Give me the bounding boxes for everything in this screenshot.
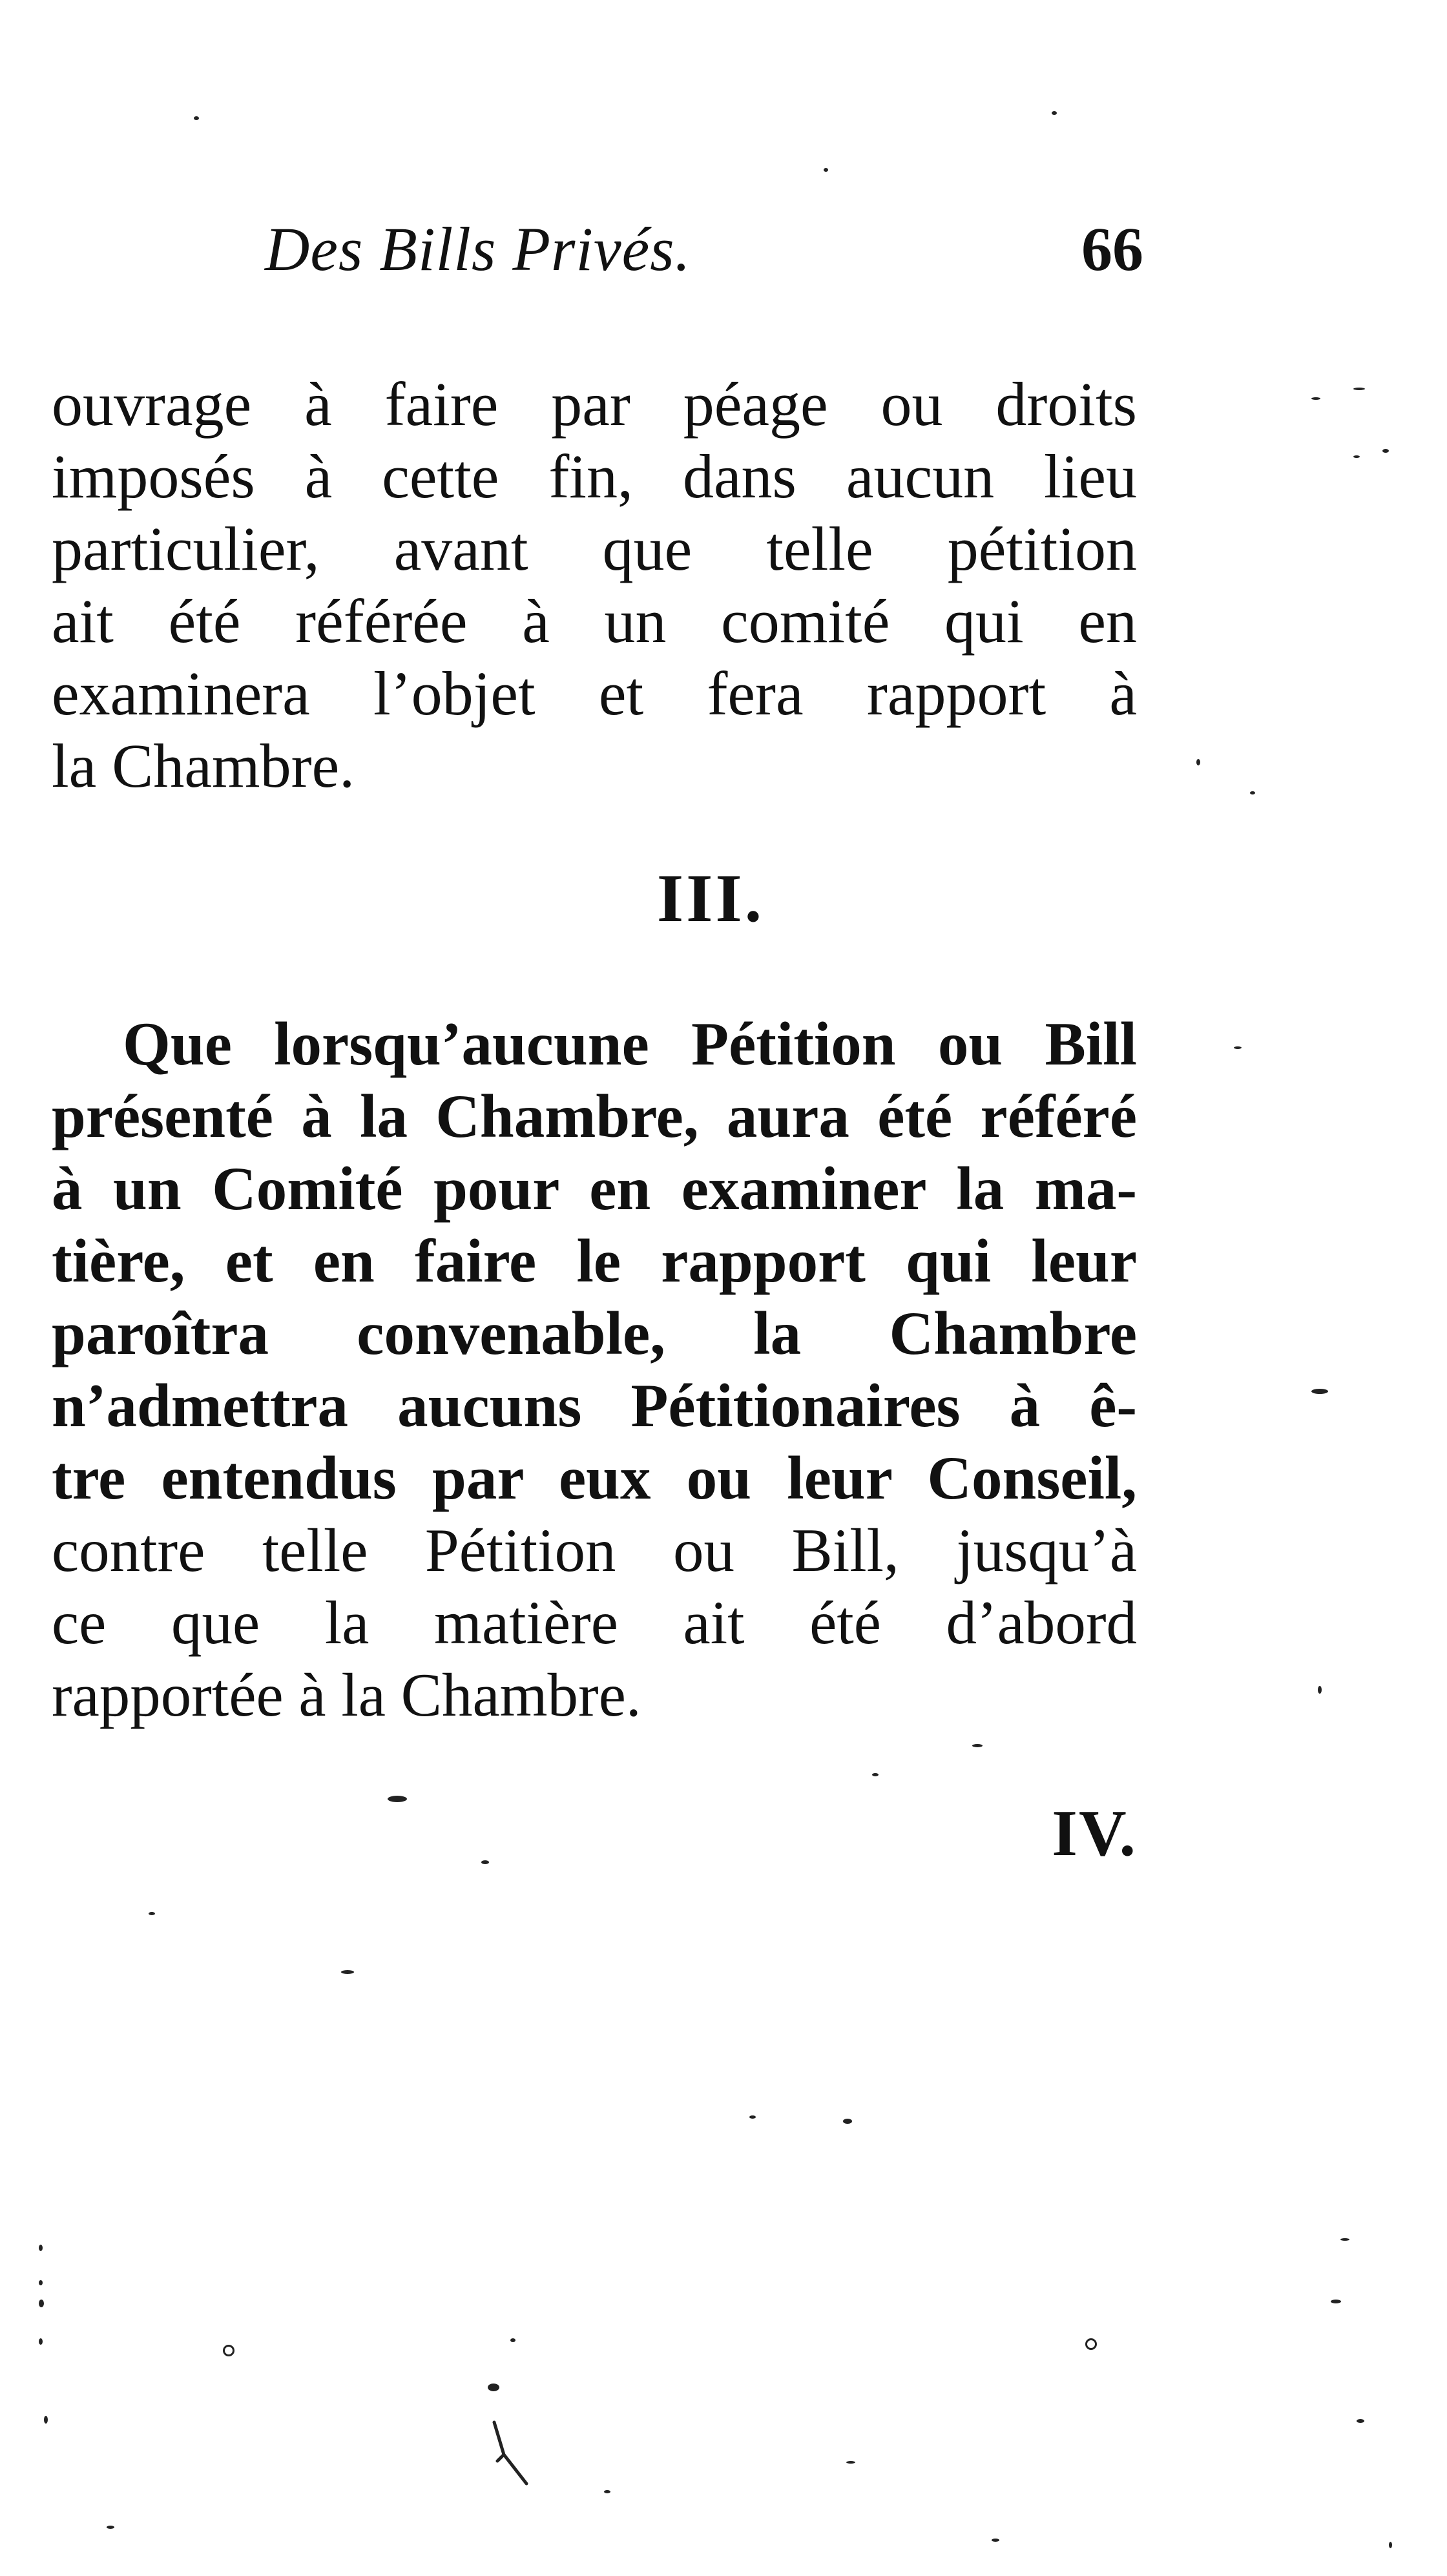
- scan-speck: [1353, 388, 1365, 390]
- running-title: Des Bills Privés.: [265, 214, 691, 284]
- catchword: IV.: [1052, 1797, 1137, 1870]
- scan-speck: [481, 1860, 489, 1864]
- scan-speck: [388, 1796, 407, 1802]
- scan-speck: [107, 2526, 114, 2529]
- scan-speck: [488, 2384, 499, 2391]
- section-heading: [0, 859, 1447, 938]
- scan-speck: [1311, 1389, 1328, 1394]
- scan-speck: [194, 116, 199, 120]
- page-number: 66: [1081, 214, 1143, 284]
- scan-speck: [1196, 759, 1200, 765]
- text-line: n’admettra aucuns Pétitionaires à ê-: [52, 1371, 1137, 1440]
- text-line: paroîtra convenable, la Chambre: [52, 1299, 1137, 1367]
- scan-speck: [824, 168, 828, 172]
- scan-speck: [39, 2280, 43, 2285]
- stray-pen-mark: [491, 2416, 549, 2493]
- section-numeral: III.: [656, 860, 765, 936]
- scan-speck: [1357, 2419, 1364, 2423]
- text-line: rapportée à la Chambre.: [52, 1661, 641, 1729]
- text-line: imposés à cette fin, dans aucun lieu: [52, 442, 1137, 511]
- scan-speck: [604, 2490, 610, 2493]
- text-line: ouvrage à faire par péage ou droits: [52, 369, 1137, 439]
- scan-speck: [1311, 397, 1320, 400]
- scan-speck: [1318, 1686, 1322, 1694]
- scan-speck: [44, 2416, 48, 2424]
- scan-speck: [1234, 1046, 1242, 1049]
- scan-speck: [1340, 2238, 1349, 2241]
- text-line: la Chambre.: [52, 731, 355, 800]
- scan-speck: [1250, 791, 1255, 795]
- scan-speck: [972, 1744, 983, 1747]
- text-line: tière, et en faire le rapport qui leur: [52, 1227, 1137, 1295]
- scan-speck: [39, 2338, 43, 2345]
- scan-speck: [846, 2461, 855, 2464]
- scan-speck: [843, 2119, 852, 2124]
- text-line: contre telle Pétition ou Bill, jusqu’à: [52, 1516, 1137, 1584]
- paragraph-continued: [52, 368, 1137, 802]
- scan-speck: [1052, 111, 1057, 115]
- scan-speck: [1389, 2542, 1392, 2548]
- scan-speck: [1085, 2338, 1097, 2350]
- scan-speck: [1353, 455, 1360, 458]
- scan-speck: [749, 2115, 756, 2119]
- text-line: ce que la matière ait été d’abord: [52, 1588, 1137, 1657]
- text-line: particulier, avant que telle pétition: [52, 514, 1137, 583]
- scan-speck: [39, 2245, 43, 2251]
- scan-speck: [341, 1970, 354, 1974]
- text-line: tre entendus par eux ou leur Conseil,: [52, 1444, 1137, 1512]
- scan-speck: [992, 2539, 999, 2542]
- text-line: Que lorsqu’aucune Pétition ou Bill: [123, 1010, 1137, 1078]
- paragraph-section-3: [52, 1008, 1137, 1731]
- scan-speck: [223, 2345, 234, 2356]
- running-head: [265, 213, 1143, 297]
- text-line: ait été référée à un comité qui en: [52, 587, 1137, 656]
- scan-speck: [872, 1773, 879, 1776]
- scan-speck: [149, 1912, 155, 1915]
- text-line: examinera l’objet et fera rapport à: [52, 659, 1137, 728]
- scan-speck: [1382, 449, 1389, 453]
- text-line: à un Comité pour en examiner la ma-: [52, 1154, 1137, 1223]
- scan-speck: [510, 2338, 515, 2342]
- scan-speck: [1331, 2300, 1341, 2303]
- text-line: présenté à la Chambre, aura été référé: [52, 1082, 1137, 1150]
- scan-speck: [39, 2300, 44, 2307]
